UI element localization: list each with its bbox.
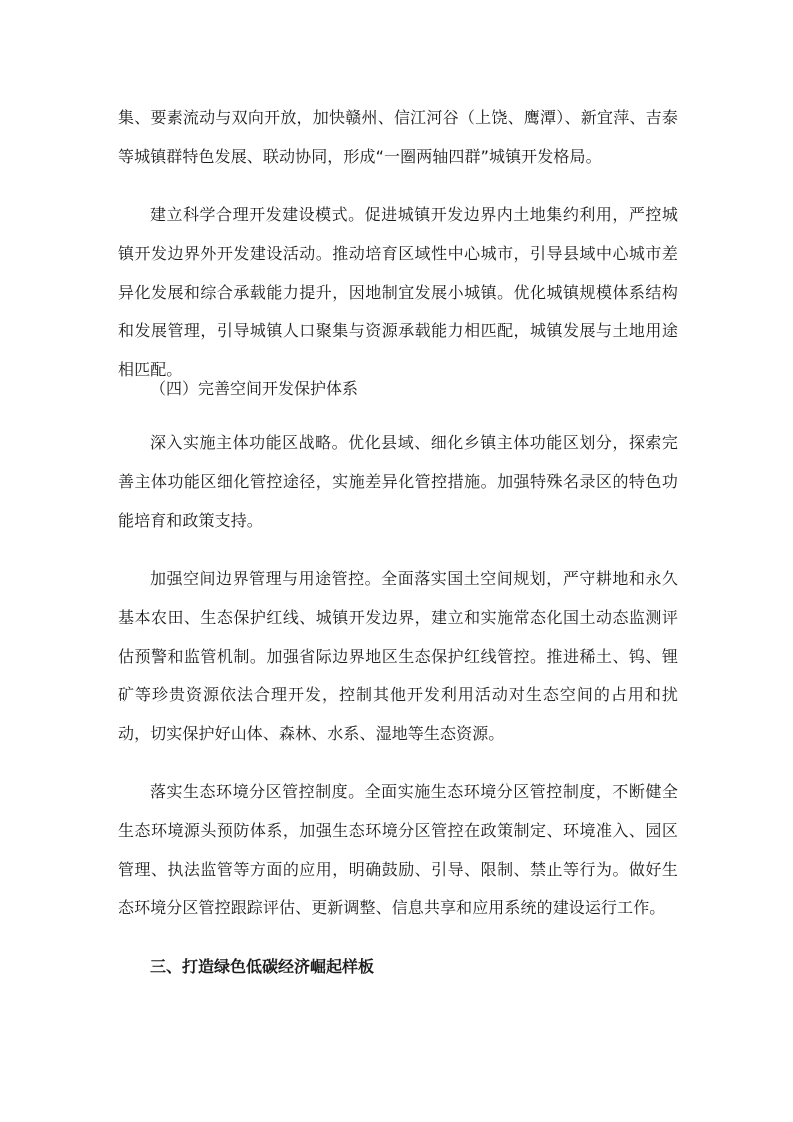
paragraph-main-function-zone: 深入实施主体功能区战略。优化县域、细化乡镇主体功能区划分，探索完善主体功能区细化管控途径，实施差异化管控措施。加强特殊名录区的特色功能培育和政策支持。 [118,433,678,530]
paragraph-boundary-control: 加强空间边界管理与用途管控。全面落实国土空间规划，严守耕地和永久基本农田、生态保护红线、城镇开发边界，建立和实施常态化国土动态监测评估预警和监管机制。加强省际边界地区生态保护红线管控。推进稀土、钨、锂矿等珍贵资源依法合理开发，控制其他开发利用活动对生态空间的占用和扰动，切实保护好山体、森林、水系、湿地等生态资源。 [118,569,678,744]
paragraph-development-mode: 建立科学合理开发建设模式。促进城镇开发边界内土地集约利用，严控城镇开发边界外开发建设活动。推动培育区域性中心城市，引导县域中心城市差异化发展和综合承载能力提升，因地制宜发展小城镇。优化城镇规模体系结构和发展管理，引导城镇人口聚集与资源承载能力相匹配，城镇发展与土地用途相匹配。 [118,205,678,380]
section-heading-four: （四）完善空间开发保护体系 [150,379,359,398]
paragraph-eco-zoning: 落实生态环境分区管控制度。全面实施生态环境分区管控制度，不断健全生态环境源头预防体系，加强生态环境分区管控在政策制定、环境准入、园区管理、执法监管等方面的应用，明确鼓励、引导、限制、禁止等行为。做好生态环境分区管控跟踪评估、更新调整、信息共享和应用系统的建设运行工作。 [118,782,678,918]
paragraph-urban-pattern-continuation: 集、要素流动与双向开放，加快赣州、信江河谷（上饶、鹰潭）、新宜萍、吉泰等城镇群特色发展、联动协同，形成“一圈两轴四群”城镇开发格局。 [118,108,678,166]
section-heading-three: 三、打造绿色低碳经济崛起样板 [150,957,375,976]
